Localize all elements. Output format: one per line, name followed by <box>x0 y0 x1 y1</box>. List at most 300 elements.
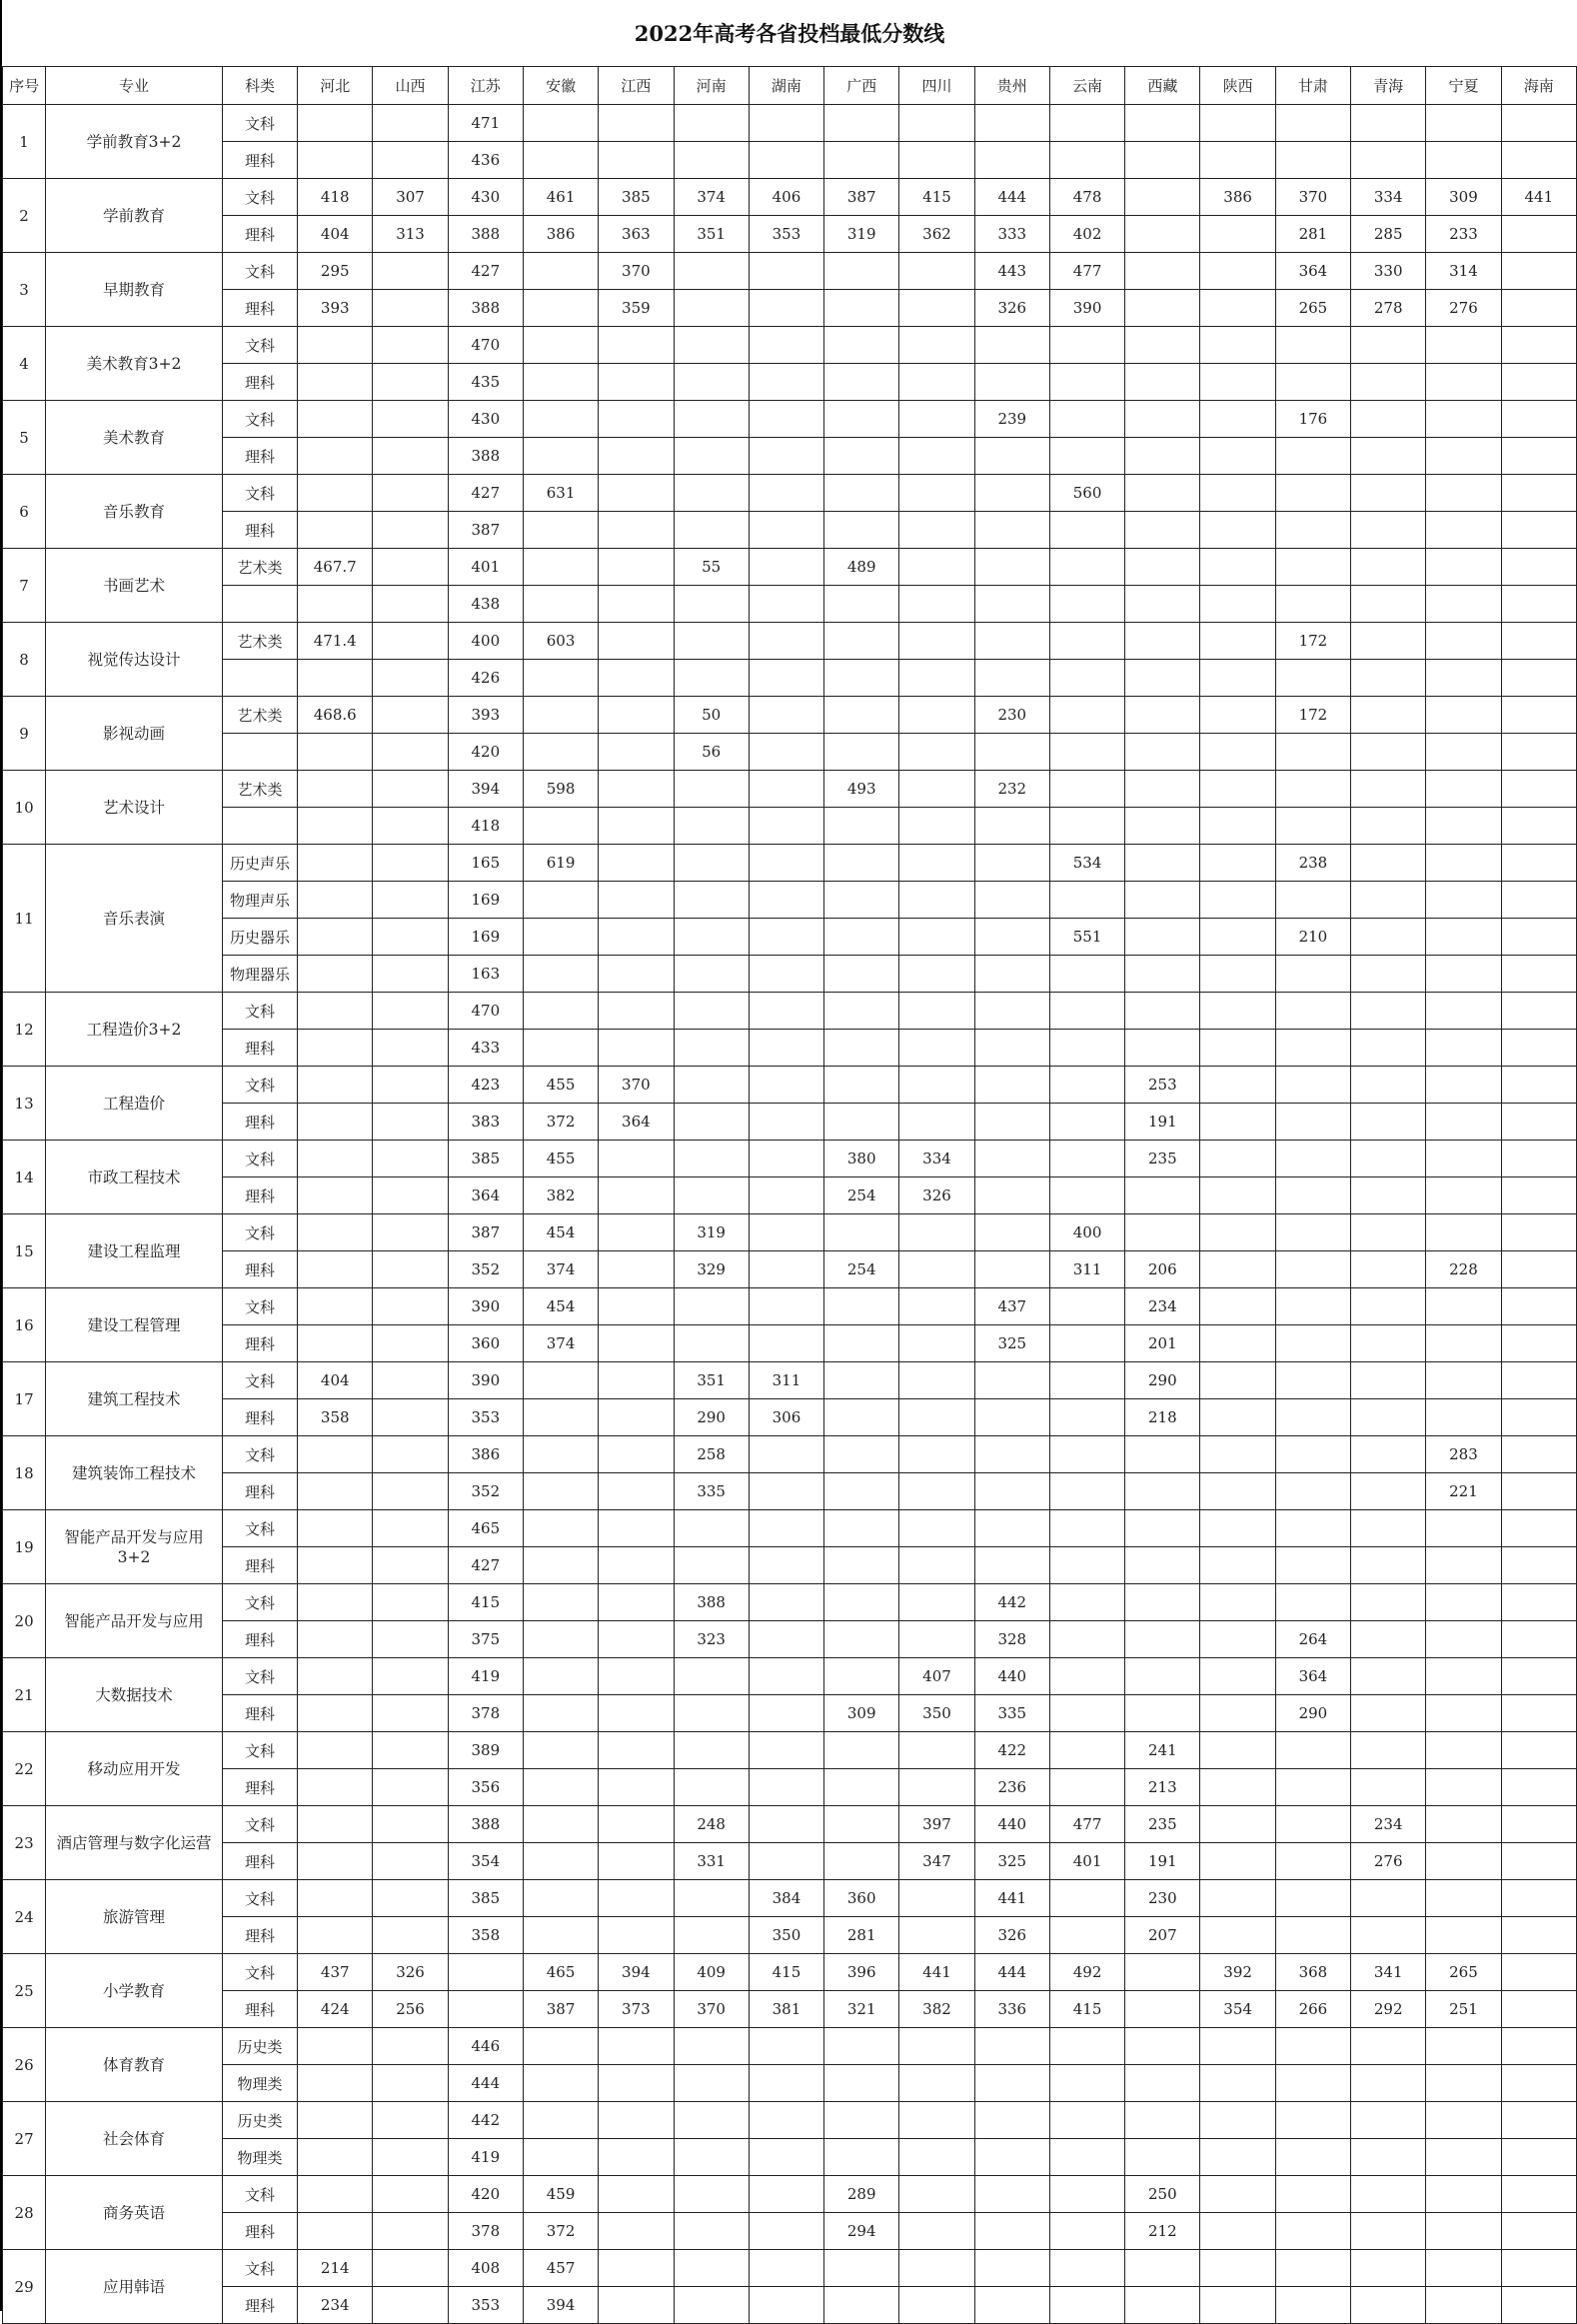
score-cell <box>1275 1584 1350 1621</box>
subject-category: 物理器乐 <box>222 956 297 993</box>
score-cell: 603 <box>523 623 598 660</box>
score-cell <box>373 586 448 623</box>
subject-category: 文科 <box>222 2250 297 2287</box>
score-cell <box>298 882 373 919</box>
score-cell <box>824 401 899 438</box>
score-cell <box>824 290 899 327</box>
score-cell <box>298 1030 373 1067</box>
score-cell <box>1049 2028 1124 2065</box>
score-cell <box>1351 1141 1426 1177</box>
score-cell: 353 <box>749 216 823 253</box>
score-cell <box>599 2176 674 2213</box>
row-number: 28 <box>3 2176 46 2250</box>
score-cell <box>1275 2139 1350 2176</box>
score-cell <box>298 1658 373 1695</box>
table-row <box>3 697 1577 734</box>
score-cell <box>1049 2250 1124 2287</box>
table-row <box>3 2213 1577 2250</box>
score-cell: 375 <box>448 1621 523 1658</box>
score-cell: 393 <box>298 290 373 327</box>
score-cell: 427 <box>448 1547 523 1584</box>
subject-category: 理科 <box>222 1251 297 1288</box>
score-cell: 388 <box>448 290 523 327</box>
score-cell: 384 <box>749 1880 823 1917</box>
score-cell <box>1426 1695 1501 1732</box>
score-cell <box>523 2065 598 2102</box>
score-cell <box>749 364 823 401</box>
score-cell <box>1351 1067 1426 1104</box>
score-cell <box>1200 2250 1275 2287</box>
score-cell <box>824 734 899 771</box>
score-cell <box>599 660 674 697</box>
score-cell <box>599 1362 674 1399</box>
score-cell <box>899 142 974 179</box>
score-cell <box>523 660 598 697</box>
table-row <box>3 1436 1577 1473</box>
score-cell <box>1049 2139 1124 2176</box>
score-cell: 276 <box>1351 1843 1426 1880</box>
score-cell <box>1200 216 1275 253</box>
score-cell <box>373 253 448 290</box>
score-cell <box>1351 845 1426 882</box>
score-cell <box>824 993 899 1030</box>
score-cell <box>373 1214 448 1251</box>
table-row <box>3 1251 1577 1288</box>
score-cell <box>599 1473 674 1510</box>
score-cell <box>1125 253 1200 290</box>
score-cell <box>1351 1177 1426 1214</box>
score-cell <box>523 1880 598 1917</box>
score-cell: 477 <box>1049 253 1124 290</box>
table-row <box>3 2139 1577 2176</box>
score-cell <box>1275 1806 1350 1843</box>
score-cell <box>298 1141 373 1177</box>
column-header: 江苏 <box>448 67 523 105</box>
table-row <box>3 1695 1577 1732</box>
score-cell <box>1351 660 1426 697</box>
score-cell: 390 <box>1049 290 1124 327</box>
table-row <box>3 1658 1577 1695</box>
score-cell <box>373 142 448 179</box>
score-cell <box>1049 1325 1124 1362</box>
score-cell: 256 <box>373 1991 448 2028</box>
score-cell <box>1275 1510 1350 1547</box>
score-cell <box>1351 1473 1426 1510</box>
subject-category: 文科 <box>222 993 297 1030</box>
score-cell <box>1351 623 1426 660</box>
score-cell <box>1200 586 1275 623</box>
subject-category: 文科 <box>222 1510 297 1547</box>
score-cell <box>1426 1658 1501 1695</box>
score-cell <box>523 1030 598 1067</box>
subject-category: 文科 <box>222 105 297 142</box>
score-cell <box>1200 1104 1275 1141</box>
score-cell: 363 <box>599 216 674 253</box>
subject-category: 文科 <box>222 1067 297 1104</box>
score-cell <box>599 1584 674 1621</box>
score-cell <box>599 771 674 808</box>
score-cell <box>1351 1251 1426 1288</box>
row-number: 9 <box>3 697 46 771</box>
score-cell <box>599 1621 674 1658</box>
score-cell <box>1426 364 1501 401</box>
score-cell <box>824 2065 899 2102</box>
score-cell: 394 <box>599 1954 674 1991</box>
score-cell <box>749 1104 823 1141</box>
score-cell <box>1275 808 1350 845</box>
score-cell <box>824 364 899 401</box>
score-cell: 373 <box>599 1991 674 2028</box>
score-cell <box>599 2102 674 2139</box>
score-cell <box>373 364 448 401</box>
score-cell <box>1501 993 1576 1030</box>
score-cell: 290 <box>674 1399 749 1436</box>
score-cell <box>1049 1510 1124 1547</box>
score-cell <box>1049 2287 1124 2324</box>
score-cell <box>298 1436 373 1473</box>
row-number: 23 <box>3 1806 46 1880</box>
score-cell <box>899 475 974 512</box>
score-cell <box>1049 2102 1124 2139</box>
score-cell <box>899 882 974 919</box>
score-cell <box>1275 1399 1350 1436</box>
score-cell <box>1200 660 1275 697</box>
score-cell <box>1200 1473 1275 1510</box>
row-number: 6 <box>3 475 46 549</box>
table-row <box>3 882 1577 919</box>
score-cell <box>1501 142 1576 179</box>
score-cell <box>1501 1436 1576 1473</box>
table-row <box>3 1547 1577 1584</box>
subject-category: 文科 <box>222 1362 297 1399</box>
score-cell <box>1426 327 1501 364</box>
score-cell <box>749 2065 823 2102</box>
score-cell <box>1125 401 1200 438</box>
score-cell <box>599 956 674 993</box>
score-cell <box>899 1510 974 1547</box>
table-row <box>3 1843 1577 1880</box>
column-header: 广西 <box>824 67 899 105</box>
row-number: 22 <box>3 1732 46 1806</box>
score-cell <box>1200 1843 1275 1880</box>
score-cell <box>1501 1399 1576 1436</box>
score-cell <box>974 919 1049 956</box>
score-cell <box>974 327 1049 364</box>
score-cell <box>599 512 674 549</box>
score-cell: 438 <box>448 586 523 623</box>
score-cell <box>749 1843 823 1880</box>
row-number: 8 <box>3 623 46 697</box>
score-cell <box>899 845 974 882</box>
score-cell <box>674 808 749 845</box>
score-cell <box>373 401 448 438</box>
score-cell <box>599 993 674 1030</box>
score-cell <box>1351 1769 1426 1806</box>
score-cell: 394 <box>448 771 523 808</box>
score-cell: 401 <box>1049 1843 1124 1880</box>
score-cell <box>1275 1843 1350 1880</box>
score-cell <box>373 327 448 364</box>
score-cell <box>974 956 1049 993</box>
score-cell <box>974 2287 1049 2324</box>
score-cell <box>1351 1030 1426 1067</box>
score-cell <box>1200 2287 1275 2324</box>
score-cell: 331 <box>674 1843 749 1880</box>
score-cell <box>1426 1325 1501 1362</box>
score-cell: 163 <box>448 956 523 993</box>
score-cell <box>1426 1880 1501 1917</box>
score-cell <box>1275 1547 1350 1584</box>
score-cell: 281 <box>1275 216 1350 253</box>
column-header: 西藏 <box>1125 67 1200 105</box>
score-cell <box>1426 734 1501 771</box>
row-number: 4 <box>3 327 46 401</box>
score-cell <box>523 1732 598 1769</box>
subject-category: 艺术类 <box>222 697 297 734</box>
score-cell <box>824 1436 899 1473</box>
score-cell <box>974 2250 1049 2287</box>
score-cell: 335 <box>674 1473 749 1510</box>
score-cell <box>824 1362 899 1399</box>
major-name: 智能产品开发与应用3+2 <box>46 1510 223 1584</box>
score-cell <box>373 771 448 808</box>
score-cell <box>1351 1104 1426 1141</box>
score-cell <box>373 697 448 734</box>
score-cell <box>899 623 974 660</box>
score-cell <box>448 1991 523 2028</box>
score-cell <box>599 586 674 623</box>
table-header <box>3 67 1577 105</box>
score-cell <box>974 1547 1049 1584</box>
score-cell <box>974 1214 1049 1251</box>
subject-category: 理科 <box>222 290 297 327</box>
score-cell <box>1426 771 1501 808</box>
score-cell <box>1351 549 1426 586</box>
score-cell <box>974 845 1049 882</box>
score-cell <box>1351 2213 1426 2250</box>
score-cell: 374 <box>523 1325 598 1362</box>
score-cell: 631 <box>523 475 598 512</box>
score-cell <box>749 1806 823 1843</box>
score-cell: 309 <box>1426 179 1501 216</box>
score-cell <box>674 1732 749 1769</box>
score-cell: 477 <box>1049 1806 1124 1843</box>
score-cell <box>523 1399 598 1436</box>
score-cell <box>974 586 1049 623</box>
score-cell: 214 <box>298 2250 373 2287</box>
table-row <box>3 734 1577 771</box>
score-cell <box>1275 1141 1350 1177</box>
score-cell <box>974 2213 1049 2250</box>
score-cell <box>1351 1547 1426 1584</box>
score-cell <box>373 512 448 549</box>
score-cell: 172 <box>1275 623 1350 660</box>
score-cell <box>298 1251 373 1288</box>
score-cell: 358 <box>448 1917 523 1954</box>
score-cell <box>523 2028 598 2065</box>
score-cell <box>1200 956 1275 993</box>
score-cell <box>749 1141 823 1177</box>
score-cell <box>899 2250 974 2287</box>
score-cell: 493 <box>824 771 899 808</box>
major-name: 体育教育 <box>46 2028 223 2102</box>
score-cell <box>1426 2102 1501 2139</box>
score-cell: 374 <box>674 179 749 216</box>
score-cell: 165 <box>448 845 523 882</box>
score-cell: 420 <box>448 2176 523 2213</box>
score-cell <box>599 475 674 512</box>
score-cell <box>1125 2139 1200 2176</box>
score-cell <box>1125 1547 1200 1584</box>
score-cell <box>1426 1214 1501 1251</box>
score-cell <box>1275 2287 1350 2324</box>
major-name: 建设工程管理 <box>46 1288 223 1362</box>
score-cell <box>974 2065 1049 2102</box>
score-cell: 427 <box>448 475 523 512</box>
subject-category: 理科 <box>222 1030 297 1067</box>
score-cell <box>1200 2139 1275 2176</box>
score-cell <box>749 1288 823 1325</box>
score-cell <box>1125 438 1200 475</box>
score-cell <box>523 1769 598 1806</box>
table-row <box>3 993 1577 1030</box>
score-cell <box>599 1880 674 1917</box>
score-cell <box>824 512 899 549</box>
score-cell <box>298 2213 373 2250</box>
score-cell <box>298 1806 373 1843</box>
table-row <box>3 1177 1577 1214</box>
subject-category: 理科 <box>222 1621 297 1658</box>
score-cell <box>298 956 373 993</box>
score-cell <box>1426 1547 1501 1584</box>
score-cell <box>1426 808 1501 845</box>
score-cell <box>674 2139 749 2176</box>
major-name: 商务英语 <box>46 2176 223 2250</box>
score-cell <box>1049 2213 1124 2250</box>
score-cell <box>674 623 749 660</box>
score-cell <box>1351 1917 1426 1954</box>
score-cell <box>1501 216 1576 253</box>
score-cell <box>824 1067 899 1104</box>
table-row <box>3 142 1577 179</box>
score-cell <box>1426 105 1501 142</box>
score-cell <box>974 549 1049 586</box>
score-cell <box>1426 845 1501 882</box>
score-cell <box>899 1732 974 1769</box>
score-cell <box>599 105 674 142</box>
score-cell <box>523 327 598 364</box>
score-cell <box>373 105 448 142</box>
score-cell <box>1275 771 1350 808</box>
score-cell <box>1049 1104 1124 1141</box>
score-cell <box>1426 1510 1501 1547</box>
major-name: 美术教育 <box>46 401 223 475</box>
score-cell <box>1049 2176 1124 2213</box>
score-cell <box>599 1510 674 1547</box>
score-cell <box>974 808 1049 845</box>
score-cell <box>298 1769 373 1806</box>
score-cell <box>1125 1695 1200 1732</box>
score-cell <box>1351 919 1426 956</box>
table-row <box>3 327 1577 364</box>
row-number: 24 <box>3 1880 46 1954</box>
score-cell <box>599 1325 674 1362</box>
score-cell <box>1501 2287 1576 2324</box>
score-cell: 218 <box>1125 1399 1200 1436</box>
table-row <box>3 179 1577 216</box>
score-cell: 238 <box>1275 845 1350 882</box>
subject-category: 物理类 <box>222 2139 297 2176</box>
score-cell: 333 <box>974 216 1049 253</box>
score-cell <box>899 993 974 1030</box>
score-cell: 326 <box>974 290 1049 327</box>
score-cell: 457 <box>523 2250 598 2287</box>
subject-category: 理科 <box>222 216 297 253</box>
major-name: 小学教育 <box>46 1954 223 2028</box>
score-cell <box>1125 549 1200 586</box>
score-cell <box>1351 1695 1426 1732</box>
row-number: 18 <box>3 1436 46 1510</box>
score-cell <box>1275 1436 1350 1473</box>
score-cell: 334 <box>899 1141 974 1177</box>
score-cell <box>1426 697 1501 734</box>
score-cell <box>599 1177 674 1214</box>
score-cell: 415 <box>448 1584 523 1621</box>
score-cell <box>599 697 674 734</box>
score-cell <box>1426 660 1501 697</box>
score-cell <box>1426 2213 1501 2250</box>
subject-category: 文科 <box>222 475 297 512</box>
score-cell: 325 <box>974 1325 1049 1362</box>
score-cell <box>824 1325 899 1362</box>
subject-category: 理科 <box>222 1547 297 1584</box>
score-cell <box>599 1917 674 1954</box>
score-cell: 424 <box>298 1991 373 2028</box>
score-cell <box>1351 327 1426 364</box>
score-cell <box>1426 1030 1501 1067</box>
major-name: 大数据技术 <box>46 1658 223 1732</box>
major-name: 书画艺术 <box>46 549 223 623</box>
score-cell: 406 <box>749 179 823 216</box>
row-number: 1 <box>3 105 46 179</box>
score-cell <box>298 475 373 512</box>
score-cell <box>599 734 674 771</box>
score-cell <box>1200 1399 1275 1436</box>
score-cell <box>523 1584 598 1621</box>
subject-category <box>222 808 297 845</box>
subject-category: 历史类 <box>222 2102 297 2139</box>
score-cell <box>974 512 1049 549</box>
score-cell <box>1200 1067 1275 1104</box>
score-cell: 350 <box>749 1917 823 1954</box>
column-header: 海南 <box>1501 67 1576 105</box>
subject-category: 理科 <box>222 1769 297 1806</box>
score-cell <box>523 1658 598 1695</box>
score-cell: 295 <box>298 253 373 290</box>
column-header: 甘肃 <box>1275 67 1350 105</box>
score-cell <box>899 327 974 364</box>
score-cell: 254 <box>824 1251 899 1288</box>
score-cell <box>1275 2176 1350 2213</box>
score-cell <box>1501 1917 1576 1954</box>
score-cell: 56 <box>674 734 749 771</box>
score-cell <box>674 105 749 142</box>
score-cell <box>749 2287 823 2324</box>
score-cell <box>674 1695 749 1732</box>
score-cell <box>373 1177 448 1214</box>
score-cell <box>1200 1288 1275 1325</box>
score-cell <box>824 1214 899 1251</box>
